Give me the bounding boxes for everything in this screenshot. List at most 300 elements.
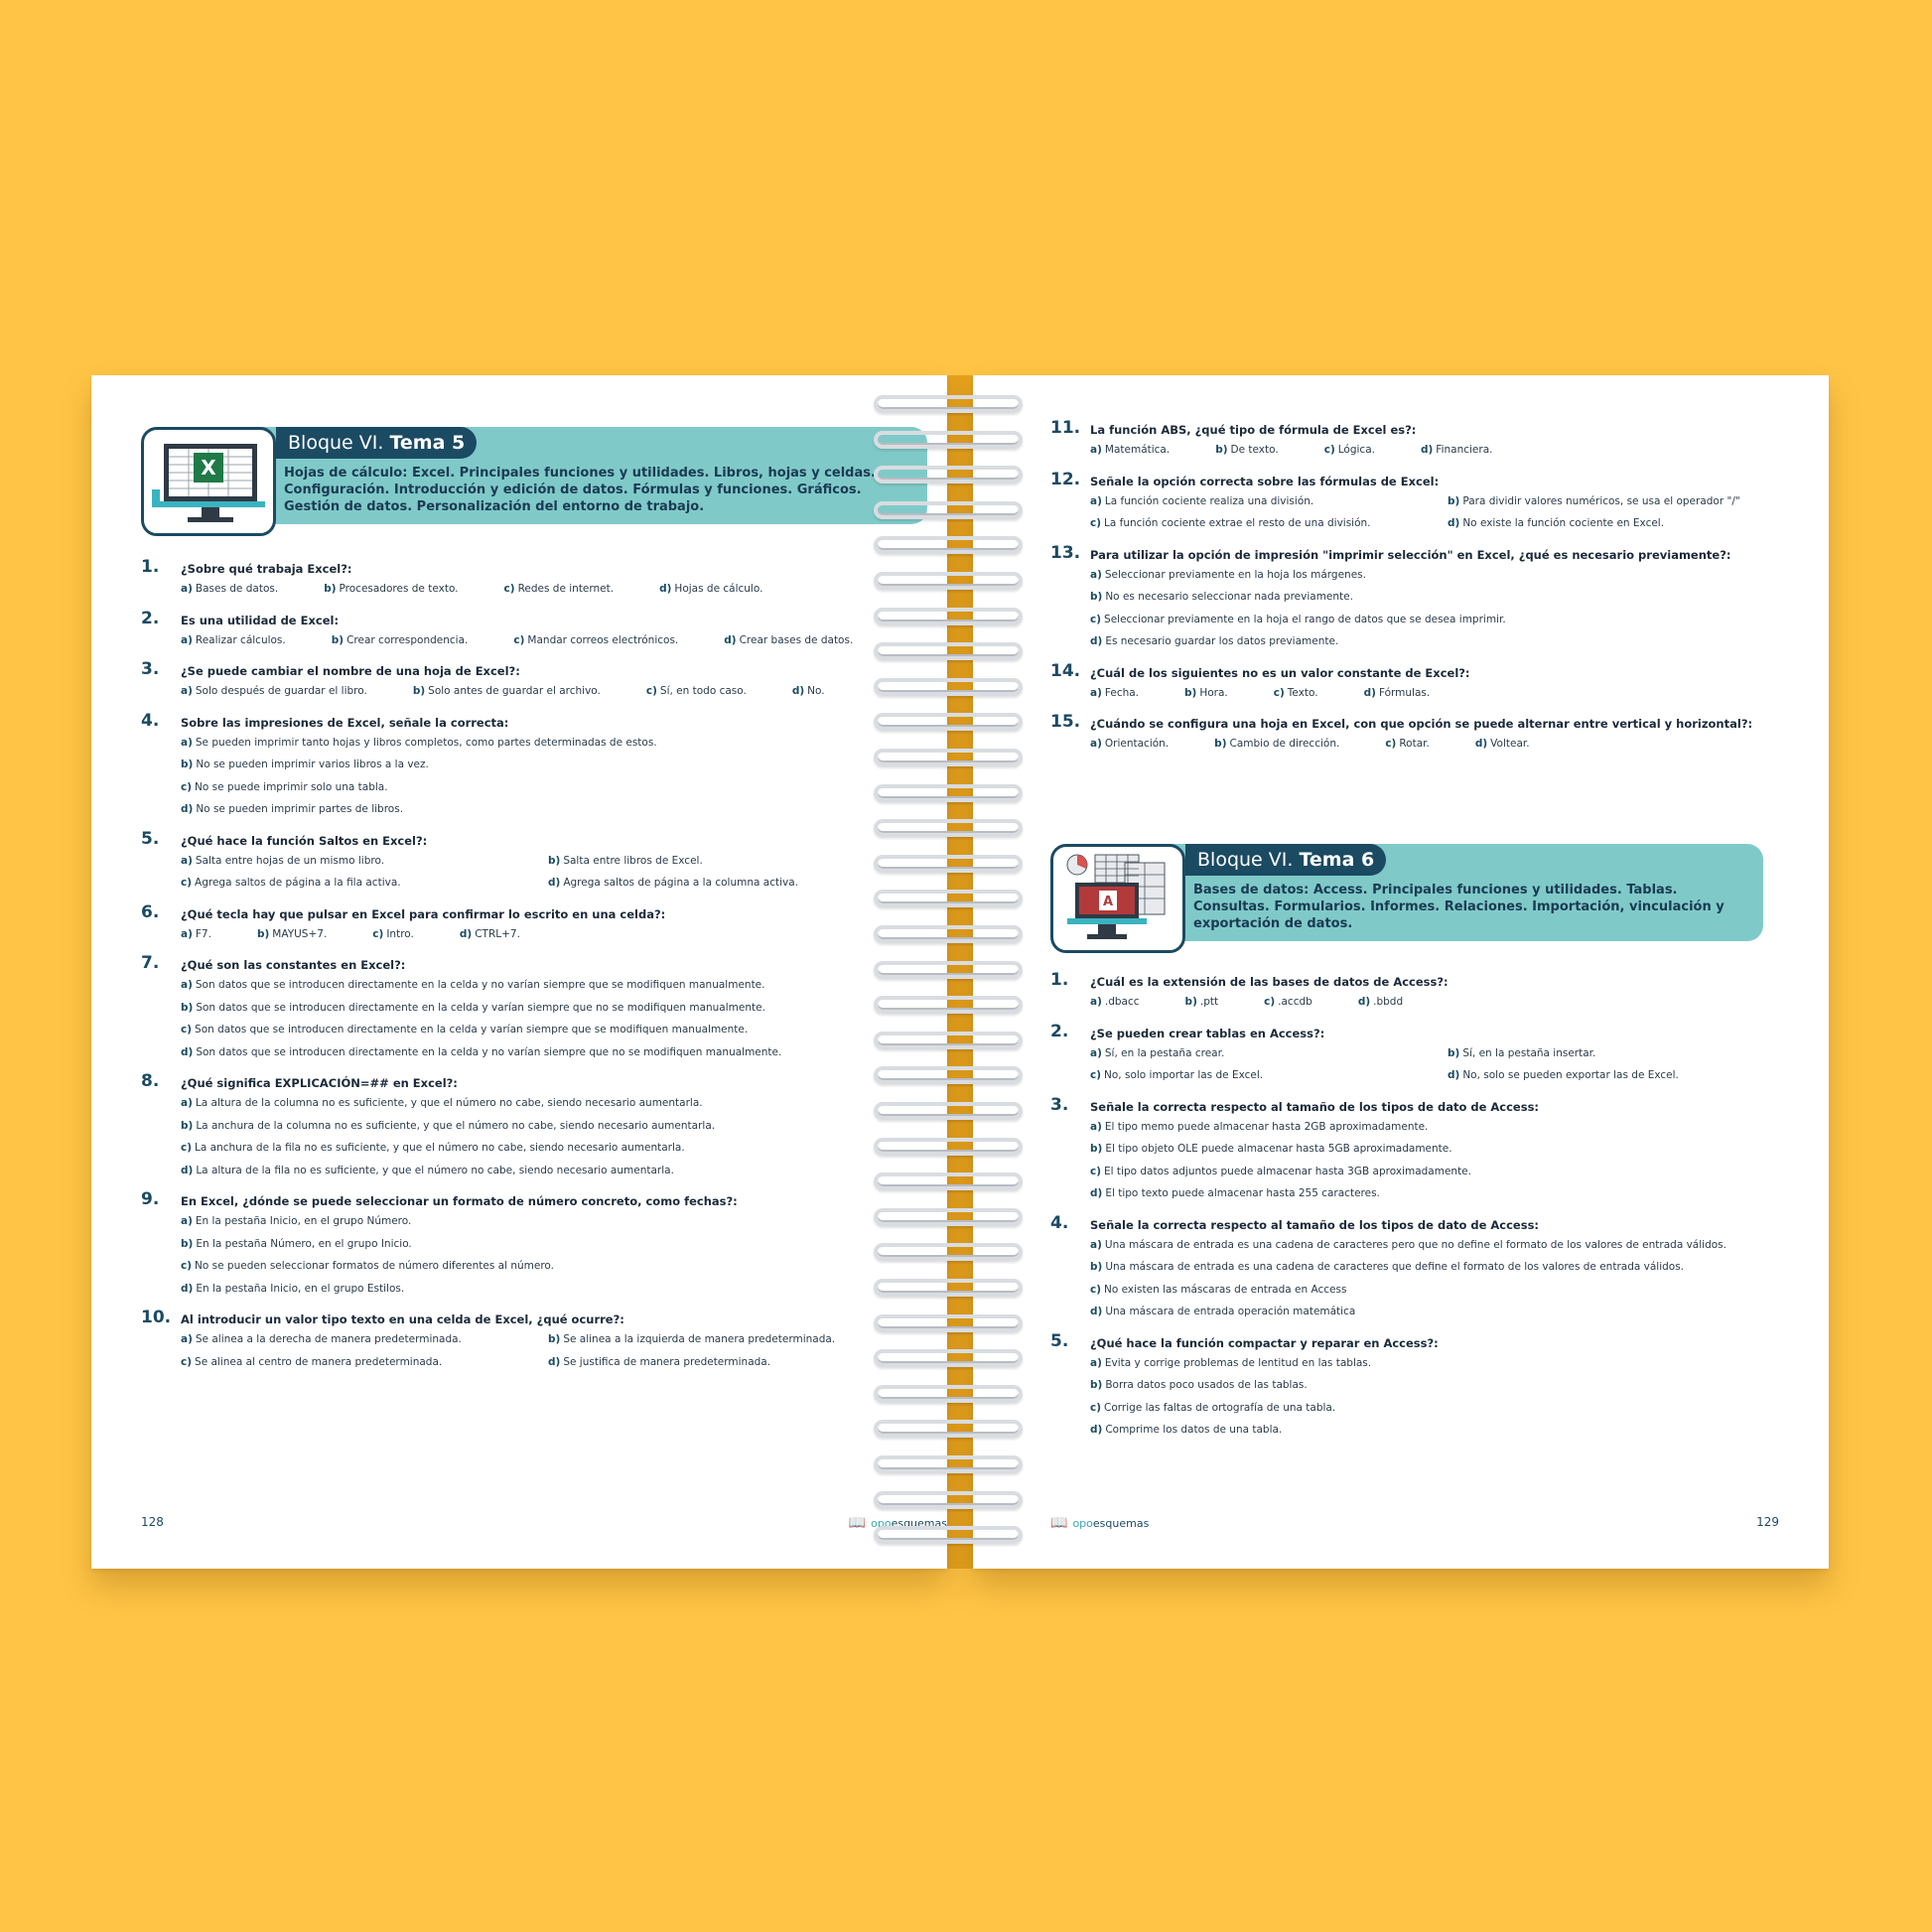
question-text: Señale la opción correcta sobre las fórmulas de Excel: xyxy=(1090,474,1440,488)
spiral-ring xyxy=(874,749,1023,766)
option-text: Financiera. xyxy=(1436,444,1493,456)
option-text: Mandar correos electrónicos. xyxy=(527,633,679,646)
option-text: El tipo texto puede almacenar hasta 255 caracteres. xyxy=(1105,1187,1380,1199)
option-text: Agrega saltos de página a la fila activa. xyxy=(195,877,401,889)
header-description: Bases de datos: Access. Principales funciones y utilidades. Tablas. Consultas. Formularios. Informes. Relaciones. Importación, vinculación y exportación de datos. xyxy=(1193,883,1725,931)
option-text: Salta entre libros de Excel. xyxy=(563,854,703,867)
question-text: ¿Cuál de los siguientes no es un valor constante de Excel?: xyxy=(1090,665,1470,680)
option-text: No, solo se pueden exportar las de Excel. xyxy=(1462,1069,1679,1081)
option-letter: a) xyxy=(1090,444,1102,456)
option-text: Sí, en la pestaña insertar. xyxy=(1462,1046,1596,1059)
question-text: ¿Se pueden crear tablas en Access?: xyxy=(1090,1026,1325,1040)
question-item xyxy=(1050,1021,1805,1087)
spiral-ring xyxy=(874,855,1023,873)
option-letter: c) xyxy=(1090,1069,1102,1081)
question-text: ¿Cuándo se configura una hoja en Excel, con que opción se puede alternar entre vertical y horizontal?: xyxy=(1090,717,1753,731)
question-text: Al introducir un valor tipo texto en una celda de Excel, ¿qué ocurre?: xyxy=(181,1312,624,1326)
option-letter: b) xyxy=(1215,444,1228,456)
option-letter: b) xyxy=(1090,591,1103,603)
question-text: ¿Sobre qué trabaja Excel?: xyxy=(181,562,352,576)
question-number: 10. xyxy=(141,1308,172,1327)
option-text: Son datos que se introducen directamente en la celda y varían siempre que se modifiquen manualmente. xyxy=(195,1024,749,1035)
question-text: En Excel, ¿dónde se puede seleccionar un formato de número concreto, como fechas?: xyxy=(181,1194,738,1208)
answer-option xyxy=(1090,1161,1805,1183)
spiral-ring xyxy=(874,1420,1023,1438)
option-letter: d) xyxy=(181,1045,194,1058)
option-text: Agrega saltos de página a la columna activa. xyxy=(563,877,799,889)
option-text: CTRL+7. xyxy=(475,927,520,940)
option-text: No se pueden imprimir varios libros a la vez. xyxy=(196,759,429,770)
option-text: .bbdd xyxy=(1373,996,1404,1008)
spiral-binding xyxy=(874,395,1023,1559)
answer-option xyxy=(1215,439,1279,462)
option-letter: d) xyxy=(1363,686,1376,699)
header-title xyxy=(1185,844,1386,876)
option-letter: d) xyxy=(548,1355,561,1368)
excel-monitor-icon xyxy=(141,427,276,536)
option-letter: c) xyxy=(181,1142,193,1154)
question-number: 5. xyxy=(141,828,160,849)
option-text: .accdb xyxy=(1278,996,1312,1008)
option-text: Crear correspondencia. xyxy=(346,633,469,646)
option-text: No, solo importar las de Excel. xyxy=(1104,1069,1264,1081)
option-letter: a) xyxy=(1090,568,1102,581)
question-item xyxy=(141,828,915,895)
option-text: Se alinea a la derecha de manera predeterminada. xyxy=(195,1333,462,1345)
option-text: .dbacc xyxy=(1104,996,1140,1008)
option-letter: d) xyxy=(659,583,672,595)
question-number: 1. xyxy=(141,557,160,577)
option-letter: a) xyxy=(181,854,193,867)
question-text: ¿Se puede cambiar el nombre de una hoja de Excel?: xyxy=(181,664,520,678)
option-text: Orientación. xyxy=(1104,738,1170,750)
answer-option xyxy=(724,629,853,652)
answer-option xyxy=(1475,733,1530,756)
spiral-ring xyxy=(874,536,1023,554)
option-text: Se alinea al centro de manera predeterminada. xyxy=(195,1355,443,1368)
answer-option xyxy=(460,923,520,946)
question-number: 14. xyxy=(1050,660,1081,681)
spiral-ring xyxy=(874,1138,1023,1156)
option-text: No. xyxy=(807,685,825,697)
spiral-ring xyxy=(874,1349,1023,1367)
answer-option xyxy=(548,872,915,895)
spiral-ring xyxy=(874,431,1023,449)
answer-option xyxy=(1090,1419,1805,1442)
question-number: 4. xyxy=(141,710,160,731)
answer-option xyxy=(1090,490,1448,513)
option-text: Voltear. xyxy=(1490,738,1530,750)
answer-option xyxy=(792,680,825,703)
question-item xyxy=(1050,1094,1805,1205)
answer-option xyxy=(181,1328,548,1351)
answer-option xyxy=(1090,1279,1805,1302)
option-letter: a) xyxy=(1090,1120,1102,1133)
option-letter: a) xyxy=(1090,1046,1102,1059)
option-text: Son datos que se introducen directamente en la celda y varían siempre que no se modifiquen manualmente. xyxy=(196,1001,765,1014)
answer-options xyxy=(181,1210,915,1300)
option-letter: b) xyxy=(181,759,194,770)
spiral-ring xyxy=(874,1455,1023,1473)
question-item xyxy=(1050,1330,1805,1442)
answer-option xyxy=(1090,1116,1805,1139)
answer-options xyxy=(1090,1116,1805,1205)
question-list-top xyxy=(1050,418,1805,766)
answer-option xyxy=(181,1351,548,1374)
answer-option xyxy=(1090,512,1448,535)
option-text: Corrige las faltas de ortografía de una tabla. xyxy=(1104,1401,1336,1414)
answer-option xyxy=(1090,733,1169,756)
answer-option xyxy=(1090,1301,1805,1323)
option-letter: c) xyxy=(181,877,193,889)
option-letter: b) xyxy=(548,854,561,867)
answer-option xyxy=(181,923,211,946)
spiral-ring xyxy=(874,1208,1023,1226)
answer-option xyxy=(1090,609,1805,631)
option-text: En la pestaña Inicio, en el grupo Número. xyxy=(195,1215,412,1227)
book-logo-icon: 📖 xyxy=(1050,1515,1068,1531)
option-letter: c) xyxy=(181,1024,193,1035)
option-letter: d) xyxy=(181,1164,194,1176)
option-text: El tipo objeto OLE puede almacenar hasta 5GB aproximadamente. xyxy=(1105,1143,1452,1155)
page-number: 129 xyxy=(1756,1515,1779,1529)
question-number: 4. xyxy=(1050,1212,1069,1233)
answer-option xyxy=(181,680,367,703)
answer-option xyxy=(181,1019,915,1041)
option-letter: d) xyxy=(791,685,805,697)
spiral-ring xyxy=(874,1526,1023,1544)
option-text: Fecha. xyxy=(1104,686,1140,699)
option-text: Se pueden imprimir tanto hojas y libros completos, como partes determinadas de estos. xyxy=(195,736,657,749)
answer-option xyxy=(181,1255,915,1278)
header-title-prefix: Bloque VI. xyxy=(288,432,384,454)
option-text: Solo antes de guardar el archivo. xyxy=(428,685,601,697)
option-text: Se alinea a la izquierda de manera predeterminada. xyxy=(563,1333,836,1345)
option-letter: a) xyxy=(181,927,193,940)
option-letter: a) xyxy=(1090,494,1102,507)
option-text: La anchura de la columna no es suficiente, y que el número no cabe, siendo necesario aumentarla. xyxy=(196,1119,716,1132)
answer-option xyxy=(1090,1182,1805,1205)
option-letter: b) xyxy=(256,927,270,940)
option-letter: b) xyxy=(1184,996,1197,1008)
answer-option xyxy=(1090,991,1140,1014)
option-letter: c) xyxy=(372,927,384,940)
question-item xyxy=(141,901,915,946)
option-letter: c) xyxy=(181,780,193,793)
answer-options xyxy=(181,1328,915,1373)
answer-option xyxy=(1090,682,1139,705)
question-number: 9. xyxy=(141,1189,160,1209)
option-text: Se justifica de manera predeterminada. xyxy=(563,1355,771,1368)
question-text: ¿Qué son las constantes en Excel?: xyxy=(181,958,406,972)
answer-option xyxy=(1090,439,1170,462)
question-number: 1. xyxy=(1050,970,1069,990)
option-letter: d) xyxy=(181,803,194,815)
question-number: 15. xyxy=(1050,712,1081,732)
option-letter: c) xyxy=(1090,1165,1102,1177)
spiral-ring xyxy=(874,642,1023,660)
question-text: Es una utilidad de Excel: xyxy=(181,613,340,627)
answer-option xyxy=(646,680,747,703)
option-text: En la pestaña Inicio, en el grupo Estilos. xyxy=(196,1282,405,1295)
question-item xyxy=(1050,469,1805,535)
answer-option xyxy=(332,629,469,652)
option-letter: b) xyxy=(1090,1379,1103,1391)
question-item xyxy=(1050,418,1805,462)
answer-option xyxy=(257,923,327,946)
option-letter: d) xyxy=(1474,738,1488,750)
option-text: Sí, en la pestaña crear. xyxy=(1104,1046,1225,1059)
option-letter: a) xyxy=(181,979,193,991)
answer-option xyxy=(324,578,458,601)
option-text: Es necesario guardar los datos previamente. xyxy=(1105,635,1339,647)
answer-option xyxy=(181,798,915,821)
option-text: Procesadores de texto. xyxy=(339,583,459,595)
answer-options xyxy=(181,974,915,1063)
option-letter: d) xyxy=(1357,996,1371,1008)
answer-option xyxy=(181,1233,915,1256)
option-letter: d) xyxy=(1090,1187,1103,1199)
answer-option xyxy=(513,629,678,652)
question-item xyxy=(141,1071,915,1181)
answer-option xyxy=(181,974,915,997)
answer-option xyxy=(1185,991,1219,1014)
spiral-ring xyxy=(874,608,1023,625)
option-letter: c) xyxy=(1090,1401,1102,1414)
brand-prefix: opo xyxy=(1072,1516,1093,1530)
option-text: Son datos que se introducen directamente en la celda y no varían siempre que se modifiquen manualmente. xyxy=(195,979,765,991)
answer-options xyxy=(181,578,915,601)
option-letter: b) xyxy=(1448,1046,1460,1059)
option-text: Realizar cálculos. xyxy=(195,633,286,646)
answer-option xyxy=(181,1115,915,1138)
option-text: .ptt xyxy=(1199,996,1219,1008)
question-number: 8. xyxy=(141,1071,160,1091)
option-letter: d) xyxy=(1090,1306,1103,1317)
option-text: Lógica. xyxy=(1337,444,1375,456)
option-letter: c) xyxy=(1090,613,1102,625)
spiral-ring xyxy=(874,1173,1023,1190)
question-number: 2. xyxy=(1050,1021,1069,1041)
option-text: F7. xyxy=(195,927,211,940)
question-item xyxy=(141,557,915,601)
option-letter: c) xyxy=(645,685,657,697)
question-number: 2. xyxy=(141,608,160,628)
option-text: Rotar. xyxy=(1399,738,1430,750)
spiral-ring xyxy=(874,1032,1023,1049)
answer-option xyxy=(1090,1256,1805,1279)
option-text: Crear bases de datos. xyxy=(739,633,854,646)
option-text: Evita y corrige problemas de lentitud en las tablas. xyxy=(1104,1356,1372,1369)
option-text: Hojas de cálculo. xyxy=(674,583,763,595)
option-letter: a) xyxy=(181,583,193,595)
option-letter: c) xyxy=(513,633,525,646)
option-letter: d) xyxy=(1448,1069,1460,1081)
answer-option xyxy=(1274,682,1318,705)
question-text: ¿Cuál es la extensión de las bases de datos de Access?: xyxy=(1090,975,1449,989)
spiral-ring xyxy=(874,572,1023,590)
spiral-ring xyxy=(874,996,1023,1014)
header-title-prefix: Bloque VI. xyxy=(1197,849,1294,871)
answer-option xyxy=(1090,1397,1805,1420)
answer-options xyxy=(181,629,915,652)
question-item xyxy=(141,1308,915,1373)
header-title xyxy=(276,427,477,459)
answer-option xyxy=(1090,1138,1805,1161)
answer-option xyxy=(181,732,915,755)
answer-option xyxy=(1448,1042,1805,1065)
option-text: No se pueden imprimir partes de libros. xyxy=(196,803,404,815)
option-text: Sí, en todo caso. xyxy=(659,685,747,697)
option-letter: d) xyxy=(1090,635,1103,647)
question-text: Señale la correcta respecto al tamaño de los tipos de dato de Access: xyxy=(1090,1099,1540,1114)
option-text: Para dividir valores numéricos, se usa el operador "/" xyxy=(1462,494,1740,507)
question-number: 7. xyxy=(141,953,160,973)
spiral-ring xyxy=(874,1279,1023,1297)
spiral-ring xyxy=(874,1066,1023,1084)
answer-options xyxy=(181,680,915,703)
question-item xyxy=(141,1189,915,1300)
option-text: Seleccionar previamente en la hoja el rango de datos que se desea imprimir. xyxy=(1104,613,1506,625)
answer-option xyxy=(1090,564,1805,587)
option-letter: c) xyxy=(1090,517,1102,529)
answer-option xyxy=(1448,512,1805,535)
option-text: No existen las máscaras de entrada en Access xyxy=(1104,1283,1347,1296)
tema6-header xyxy=(1050,844,1763,953)
option-text: No existe la función cociente en Excel. xyxy=(1462,517,1665,529)
option-letter: c) xyxy=(1273,686,1285,699)
option-letter: a) xyxy=(181,1333,193,1345)
option-letter: c) xyxy=(1323,444,1335,456)
option-text: El tipo datos adjuntos puede almacenar hasta 3GB aproximadamente. xyxy=(1104,1165,1471,1177)
option-text: La altura de la columna no es suficiente, y que el número no cabe, siendo necesario aumentarla. xyxy=(195,1097,703,1109)
answer-option xyxy=(181,872,548,895)
option-text: No es necesario seleccionar nada previamente. xyxy=(1105,591,1353,603)
right-page xyxy=(973,375,1829,1569)
option-letter: b) xyxy=(181,1001,194,1014)
option-letter: b) xyxy=(412,685,426,697)
answer-option xyxy=(1448,490,1805,513)
answer-option xyxy=(1090,1234,1805,1257)
tema5-header xyxy=(141,427,927,536)
option-text: Borra datos poco usados de las tablas. xyxy=(1105,1379,1308,1391)
option-text: Una máscara de entrada es una cadena de caracteres que define el formato de los valores de entrada válidos. xyxy=(1105,1261,1685,1273)
question-text: ¿Qué significa EXPLICACIÓN=## en Excel?: xyxy=(181,1076,458,1090)
book-logo-icon: 📖 xyxy=(848,1515,867,1531)
answer-option xyxy=(1385,733,1430,756)
question-text: ¿Qué tecla hay que pulsar en Excel para confirmar lo escrito en una celda?: xyxy=(181,906,666,921)
answer-options xyxy=(181,923,915,946)
answer-option xyxy=(1264,991,1312,1014)
option-text: Seleccionar previamente en la hoja los márgenes. xyxy=(1104,568,1366,581)
spiral-ring xyxy=(874,925,1023,943)
option-letter: a) xyxy=(181,736,193,749)
answer-option xyxy=(1448,1064,1805,1087)
question-number: 5. xyxy=(1050,1330,1069,1351)
answer-option xyxy=(181,1092,915,1115)
spiral-ring xyxy=(874,961,1023,979)
answer-option xyxy=(1090,1042,1448,1065)
spiral-ring xyxy=(874,395,1023,413)
answer-option xyxy=(1324,439,1375,462)
spiral-ring xyxy=(874,501,1023,519)
question-item xyxy=(141,608,915,652)
answer-option xyxy=(1090,1374,1805,1397)
option-text: Comprime los datos de una tabla. xyxy=(1105,1424,1283,1436)
answer-options xyxy=(181,1092,915,1181)
answer-option xyxy=(1090,1352,1805,1375)
svg-text:A: A xyxy=(1102,895,1114,909)
option-letter: c) xyxy=(503,583,515,595)
answer-option xyxy=(181,1278,915,1301)
page-number: 128 xyxy=(141,1515,164,1529)
answer-option xyxy=(181,997,915,1020)
option-letter: b) xyxy=(548,1333,561,1345)
option-text: Fórmulas. xyxy=(1378,686,1431,699)
question-number: 3. xyxy=(1050,1094,1069,1115)
answer-option xyxy=(1364,682,1431,705)
question-text: La función ABS, ¿qué tipo de fórmula de Excel es?: xyxy=(1090,423,1417,437)
option-text: Salta entre hojas de un mismo libro. xyxy=(195,854,385,867)
option-letter: c) xyxy=(181,1260,193,1272)
option-letter: a) xyxy=(1090,1238,1102,1251)
option-letter: d) xyxy=(548,877,561,889)
question-number: 3. xyxy=(141,659,160,679)
brand-logo xyxy=(1050,1515,1149,1531)
header-description: Hojas de cálculo: Excel. Principales funciones y utilidades. Libros, hojas y celdas. Configuración. Introducción y edición de datos. Fórmulas y funciones. Gráficos. Gestión de datos. Personalización del entorno de trabajo. xyxy=(284,466,876,514)
answer-option xyxy=(548,1328,915,1351)
option-text: MAYUS+7. xyxy=(272,927,328,940)
option-letter: c) xyxy=(181,1355,193,1368)
answer-option xyxy=(181,1041,915,1064)
option-text: La anchura de la fila no es suficiente, y que el número no cabe, siendo necesario aumentarla. xyxy=(195,1142,685,1154)
option-letter: d) xyxy=(181,1282,194,1295)
answer-option xyxy=(181,754,915,776)
option-letter: b) xyxy=(324,583,337,595)
option-letter: a) xyxy=(181,685,193,697)
answer-option xyxy=(181,629,286,652)
question-list-bottom xyxy=(1050,970,1805,1452)
left-page xyxy=(91,375,947,1569)
option-text: Intro. xyxy=(386,927,414,940)
option-text: El tipo memo puede almacenar hasta 2GB aproximadamente. xyxy=(1104,1120,1429,1133)
option-letter: b) xyxy=(1448,494,1460,507)
answer-options xyxy=(1090,733,1805,756)
option-letter: b) xyxy=(181,1237,194,1250)
question-number: 12. xyxy=(1050,469,1081,489)
option-text: La función cociente extrae el resto de una división. xyxy=(1104,517,1371,529)
question-item xyxy=(1050,660,1805,705)
answer-option xyxy=(1421,439,1493,462)
option-letter: b) xyxy=(331,633,345,646)
option-text: En la pestaña Número, en el grupo Inicio. xyxy=(196,1237,412,1250)
option-text: Solo después de guardar el libro. xyxy=(195,685,367,697)
header-title-tema: Tema 5 xyxy=(389,432,466,454)
spiral-ring xyxy=(874,466,1023,483)
question-number: 13. xyxy=(1050,542,1081,563)
option-text: Cambio de dirección. xyxy=(1229,738,1340,750)
question-text: ¿Qué hace la función Saltos en Excel?: xyxy=(181,833,428,848)
answer-option xyxy=(413,680,601,703)
brand-prefix: opo xyxy=(871,1516,892,1530)
option-letter: c) xyxy=(1090,1283,1102,1296)
spiral-ring xyxy=(874,819,1023,837)
option-text: La altura de la fila no es suficiente, y que el número no cabe, siendo necesario aumentarla. xyxy=(196,1164,674,1176)
answer-option xyxy=(1358,991,1403,1014)
option-letter: d) xyxy=(1448,517,1460,529)
option-text: Texto. xyxy=(1287,686,1318,699)
question-text: Para utilizar la opción de impresión "imprimir selección" en Excel, ¿qué es necesario previamente?: xyxy=(1090,547,1731,562)
